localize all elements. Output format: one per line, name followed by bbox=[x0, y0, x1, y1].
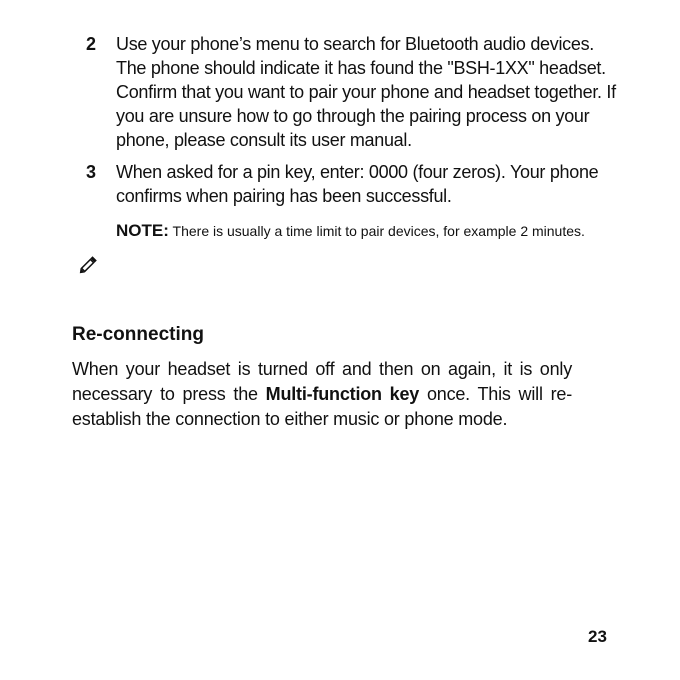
step-text: Use your phone’s menu to search for Bluetooth audio devices. The phone should indicate it has found the "BSH-1XX" headset. Confirm that you want to pair your phone and headset together. If you are unsure how to go through the pairing process on your phone, please consult its user manual. bbox=[116, 34, 616, 150]
section-body-before: When your headset is turned off and then on again, it is only necessary to press the bbox=[72, 359, 572, 404]
step-3 bbox=[86, 160, 626, 208]
section-body bbox=[72, 357, 572, 432]
section-body-after: once. This will re-establish the connection to either music or phone mode. bbox=[72, 384, 572, 429]
section-heading: Re-connecting bbox=[72, 324, 204, 345]
note-text: There is usually a time limit to pair devices, for example 2 minutes. bbox=[168, 223, 585, 239]
step-text: When asked for a pin key, enter: 0000 (four zeros). Your phone confirms when pairing has been successful. bbox=[116, 162, 599, 206]
note bbox=[116, 220, 616, 242]
note-label: NOTE: bbox=[116, 221, 169, 240]
step-number: 2 bbox=[86, 34, 97, 54]
step-2 bbox=[86, 32, 626, 152]
page-number: 23 bbox=[588, 627, 607, 646]
pencil-icon bbox=[77, 252, 101, 276]
step-number: 3 bbox=[86, 162, 97, 182]
multi-function-key-term: Multi-function key bbox=[265, 384, 420, 404]
